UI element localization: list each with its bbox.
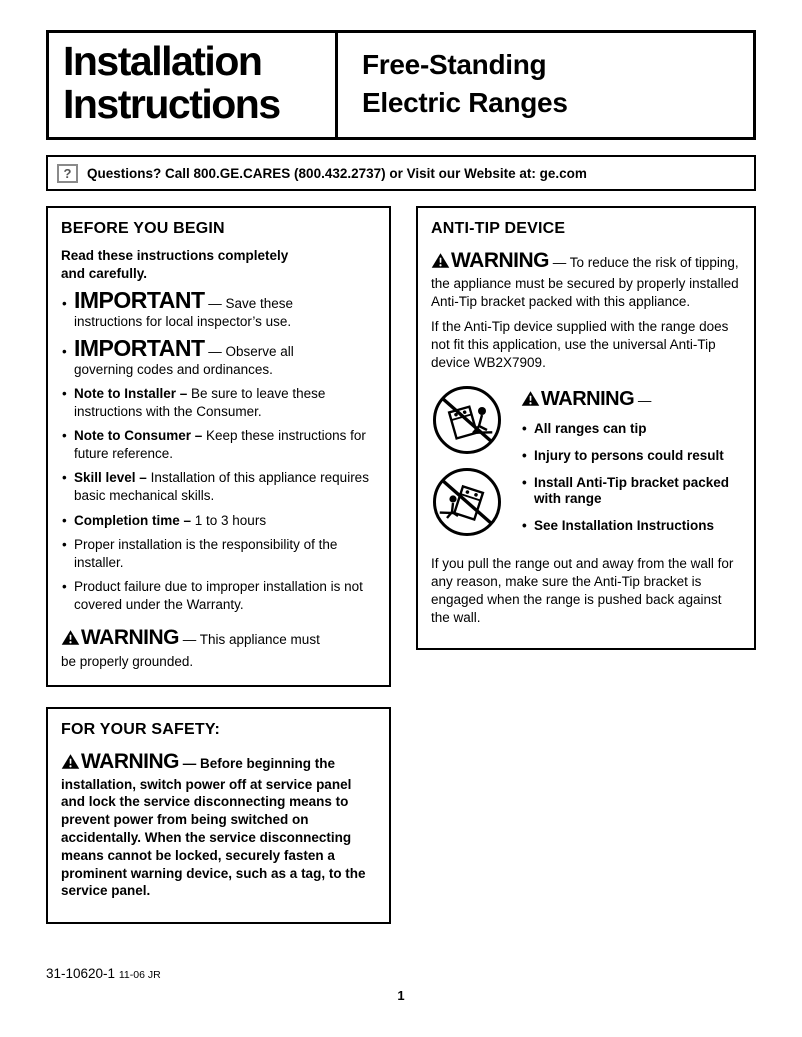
content-columns — [46, 206, 756, 924]
warning-text: — To reduce the risk of tipping, the appliance must be secured by properly installed Anti-Tip bracket packed with this appliance. — [431, 255, 739, 309]
section-title-for-your-safety: FOR YOUR SAFETY: — [61, 720, 221, 738]
list-item — [61, 337, 316, 378]
pictogram-warning-heading — [521, 388, 741, 411]
before-you-begin-list — [61, 289, 376, 613]
intro-text: Read these instructions completely and carefully. — [61, 248, 289, 281]
item-lead: IMPORTANT — [74, 335, 205, 362]
item-text: Installation of this appliance requires basic mechanical skills. — [74, 470, 369, 504]
item-text: Product failure due to improper installation is not covered under the Warranty. — [74, 579, 363, 612]
tipping-range-prohibition-icon — [431, 384, 503, 456]
warning-dash: — — [634, 392, 652, 408]
list-item — [61, 578, 376, 613]
list-item — [61, 427, 376, 462]
warning-text: — Before beginning the installation, switch power off at service panel and lock the service disconnecting means to prevent power from being switched on accidentally. When the service disconnecting means cannot be locked, securely fasten a prominent warning device, such as a tag, to the service panel. — [61, 755, 366, 899]
safety-warning — [61, 748, 376, 900]
questions-bar — [46, 155, 756, 191]
list-item: • Injury to persons could result — [521, 448, 741, 465]
item-text: Be sure to leave these instructions with the Consumer. — [74, 386, 326, 419]
footer-part-info — [46, 966, 161, 981]
item-text: — Observe all governing codes and ordinances. — [74, 344, 294, 377]
warning-label: WARNING — [81, 626, 179, 650]
list-item: • All ranges can tip — [521, 421, 741, 438]
list-item: • Install Anti-Tip bracket packed with range — [521, 475, 741, 509]
item-text: Proper installation is the responsibility of the installer. — [74, 537, 338, 570]
anti-tip-section — [416, 206, 756, 650]
question-icon: ? — [57, 164, 78, 183]
item-lead: IMPORTANT — [74, 287, 205, 314]
warning-label: WARNING — [81, 749, 179, 773]
warning-triangle-icon — [431, 252, 450, 269]
list-item — [61, 469, 376, 504]
section-title-before-you-begin: BEFORE YOU BEGIN — [61, 220, 225, 237]
document-title — [49, 33, 338, 137]
footer-part-number: 31-10620-1 — [46, 966, 116, 981]
item-text: 1 to 3 hours — [194, 512, 267, 528]
list-item — [61, 289, 316, 330]
tipping-range-prohibition-icon — [431, 466, 503, 538]
before-you-begin-section — [46, 206, 391, 687]
masthead — [46, 30, 756, 140]
anti-tip-paragraph-2: If you pull the range out and away from the wall for any reason, make sure the Anti-Tip bracket is engaged when the range is pushed back against the wall. — [431, 556, 734, 625]
left-column — [46, 206, 391, 924]
document-subtitle — [338, 33, 753, 137]
item-text: Keep these instructions for future reference. — [74, 428, 366, 461]
anti-tip-warning — [431, 247, 741, 310]
subtitle-line-1: Free-Standing — [362, 49, 547, 80]
title-line-1: Installation — [63, 38, 262, 84]
list-item: • See Installation Instructions — [521, 518, 741, 535]
warning-triangle-icon — [61, 629, 80, 646]
item-lead: Completion time – — [74, 512, 195, 528]
footer-revision: 11-06 JR — [118, 969, 161, 981]
warning-text: — This appliance must be properly grounded. — [61, 632, 320, 669]
list-item — [61, 385, 376, 420]
item-lead: Note to Installer – — [74, 386, 192, 402]
subtitle-line-2: Electric Ranges — [362, 86, 568, 118]
pictogram-column — [431, 384, 505, 545]
warning-triangle-icon — [61, 753, 80, 770]
warning-triangle-icon — [521, 390, 540, 407]
title-line-2: Instructions — [63, 81, 280, 128]
grounding-warning — [61, 624, 333, 671]
warning-label: WARNING — [541, 387, 635, 410]
section-title-anti-tip: ANTI-TIP DEVICE — [431, 220, 566, 237]
list-item — [61, 512, 376, 530]
questions-text: Questions? Call 800.GE.CARES (800.432.2737) or Visit our Website at: ge.com — [87, 165, 587, 181]
anti-tip-bullet-list — [521, 421, 741, 535]
pictogram-block — [431, 384, 741, 545]
pictogram-text — [517, 384, 741, 545]
right-column — [416, 206, 756, 650]
item-text: — Save these instructions for local inspector’s use. — [74, 296, 294, 329]
anti-tip-paragraph-1: If the Anti-Tip device supplied with the range does not fit this application, use the universal Anti-Tip device WB2X7909. — [431, 319, 729, 370]
warning-label: WARNING — [451, 249, 549, 272]
item-lead: Note to Consumer – — [74, 428, 207, 444]
for-your-safety-section — [46, 707, 391, 924]
list-item — [61, 536, 376, 571]
page-number: 1 — [397, 988, 405, 1003]
item-lead: Skill level – — [74, 470, 151, 486]
